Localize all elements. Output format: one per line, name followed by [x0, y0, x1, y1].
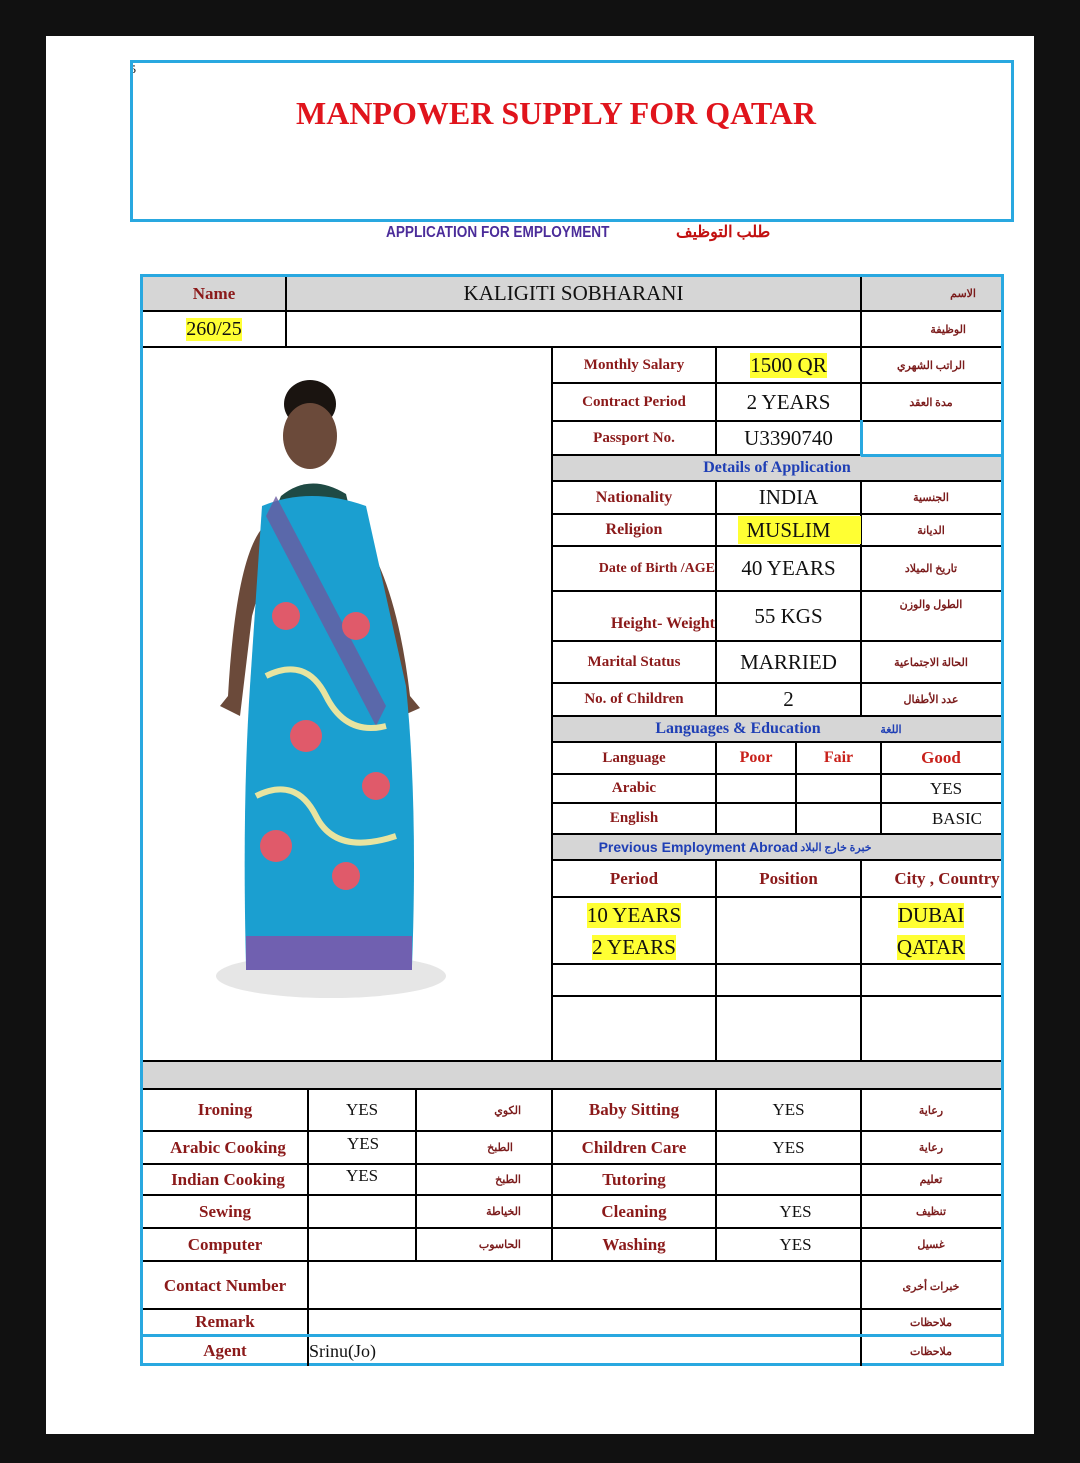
employment-header: Previous Employment Abroad — [598, 839, 798, 855]
language-english-good: BASIC — [931, 808, 983, 828]
language-arabic-good: YES — [929, 778, 963, 798]
employment-row-1-city: DUBAI — [897, 902, 965, 927]
dob-arabic: تاريخ الميلاد — [904, 563, 958, 575]
remark-label: Remark — [195, 1312, 255, 1331]
skill-tutoring-label: Tutoring — [602, 1169, 666, 1189]
languages-header-arabic: اللغة — [880, 723, 902, 736]
dob-label: Date of Birth /AGE — [598, 560, 715, 576]
poor-column-header: Poor — [739, 749, 773, 766]
marital-status-value: MARRIED — [740, 649, 837, 674]
page-number-mark: 5 — [130, 62, 136, 76]
page-title: MANPOWER SUPPLY FOR QATAR — [296, 95, 816, 131]
contact-number-arabic: خبرات أخرى — [902, 1280, 960, 1293]
skill-indian-cooking-value: YES — [345, 1165, 379, 1185]
position-column-header: Position — [759, 868, 818, 888]
period-column-header: Period — [609, 868, 659, 888]
skill-baby-sitting-label: Baby Sitting — [588, 1100, 680, 1119]
skill-arabic-cooking-label: Arabic Cooking — [170, 1137, 286, 1157]
agent-arabic: ملاحظات — [910, 1345, 952, 1358]
form-subtitle-arabic: طلب التوظيف — [676, 224, 771, 241]
reference-arabic: الوظيفة — [930, 323, 966, 336]
details-header: Details of Application — [703, 459, 851, 476]
dob-value: 40 YEARS — [741, 556, 836, 580]
skill-arabic-cooking-value: YES — [347, 1133, 380, 1153]
skill-children-care-value: YES — [772, 1137, 805, 1157]
skill-cleaning-arabic: تنظيف — [915, 1206, 947, 1218]
children-value: 2 — [783, 687, 794, 711]
skill-arabic-cooking-arabic: الطبخ — [487, 1142, 513, 1154]
reference-number: 260/25 — [186, 317, 242, 340]
title-box — [130, 60, 1014, 222]
language-arabic-label: Arabic — [611, 780, 657, 796]
skill-computer-label: Computer — [187, 1234, 263, 1254]
name-label: Name — [192, 283, 236, 303]
marital-status-label: Marital Status — [587, 653, 681, 670]
skill-tutoring-arabic: تعليم — [919, 1174, 943, 1186]
skill-indian-cooking-label: Indian Cooking — [171, 1169, 285, 1189]
skill-computer-arabic: الحاسوب — [478, 1239, 521, 1251]
religion-arabic: الديانة — [917, 524, 945, 537]
passport-label: Passport No. — [593, 429, 675, 446]
form-subtitle: APPLICATION FOR EMPLOYMENT — [386, 224, 610, 241]
contact-number-label: Contact Number — [163, 1276, 287, 1295]
nationality-value: INDIA — [758, 485, 819, 509]
contract-period-value: 2 YEARS — [746, 389, 831, 414]
contract-period-label: Contract Period — [582, 393, 686, 410]
languages-header: Languages & Education — [655, 720, 821, 737]
skill-cleaning-label: Cleaning — [601, 1201, 667, 1221]
employment-row-2-period: 2 YEARS — [592, 934, 676, 959]
skill-baby-sitting-value: YES — [772, 1100, 805, 1119]
good-column-header: Good — [921, 748, 961, 767]
religion-label: Religion — [605, 521, 663, 538]
skill-ironing-arabic: الكوي — [494, 1104, 521, 1117]
agent-label: Agent — [203, 1341, 247, 1360]
skill-ironing-label: Ironing — [197, 1100, 253, 1119]
skill-ironing-value: YES — [345, 1100, 379, 1119]
skill-sewing-label: Sewing — [199, 1201, 251, 1221]
skill-indian-cooking-arabic: الطبخ — [495, 1174, 521, 1186]
salary-label: Monthly Salary — [583, 356, 685, 373]
employment-row-1-period: 10 YEARS — [586, 902, 682, 927]
nationality-arabic: الجنسية — [913, 492, 949, 504]
application-form-page — [46, 36, 1034, 1434]
height-weight-value: 55 KGS — [754, 603, 823, 628]
city-country-column-header: City , Country — [894, 868, 1000, 888]
employment-row-2-city: QATAR — [896, 934, 966, 959]
name-arabic: الاسم — [950, 288, 976, 300]
fair-column-header: Fair — [823, 749, 854, 766]
skill-children-care-arabic: رعاية — [918, 1142, 944, 1154]
skill-washing-label: Washing — [602, 1234, 666, 1254]
skill-cleaning-value: YES — [779, 1201, 812, 1221]
skill-washing-value: YES — [779, 1234, 812, 1254]
remark-arabic: ملاحظات — [910, 1316, 952, 1329]
children-arabic: عدد الأطفال — [903, 694, 959, 706]
agent-value: Srinu(Jo) — [309, 1340, 376, 1361]
language-english-label: English — [609, 810, 659, 826]
passport-value: U3390740 — [744, 425, 833, 450]
height-weight-label: Height- Weight — [610, 615, 715, 632]
language-column-header: Language — [602, 749, 666, 766]
skill-washing-arabic: غسيل — [917, 1239, 945, 1251]
skill-sewing-arabic: الخياطة — [486, 1206, 521, 1218]
salary-arabic: الراتب الشهري — [896, 359, 966, 372]
applicant-photo — [206, 376, 456, 1006]
skill-baby-sitting-arabic: رعاية — [918, 1104, 944, 1117]
religion-value: MUSLIM — [746, 517, 831, 542]
marital-status-arabic: الحالة الاجتماعية — [894, 656, 968, 669]
salary-value: 1500 QR — [750, 352, 827, 377]
skill-children-care-label: Children Care — [581, 1137, 687, 1157]
name-value: KALIGITI SOBHARANI — [463, 281, 684, 305]
contract-period-arabic: مدة العقد — [909, 396, 953, 409]
height-weight-arabic: الطول والوزن — [899, 598, 963, 611]
employment-header-arabic: خبرة خارج البلاد — [800, 841, 872, 854]
children-label: No. of Children — [584, 691, 684, 707]
nationality-label: Nationality — [595, 488, 673, 506]
